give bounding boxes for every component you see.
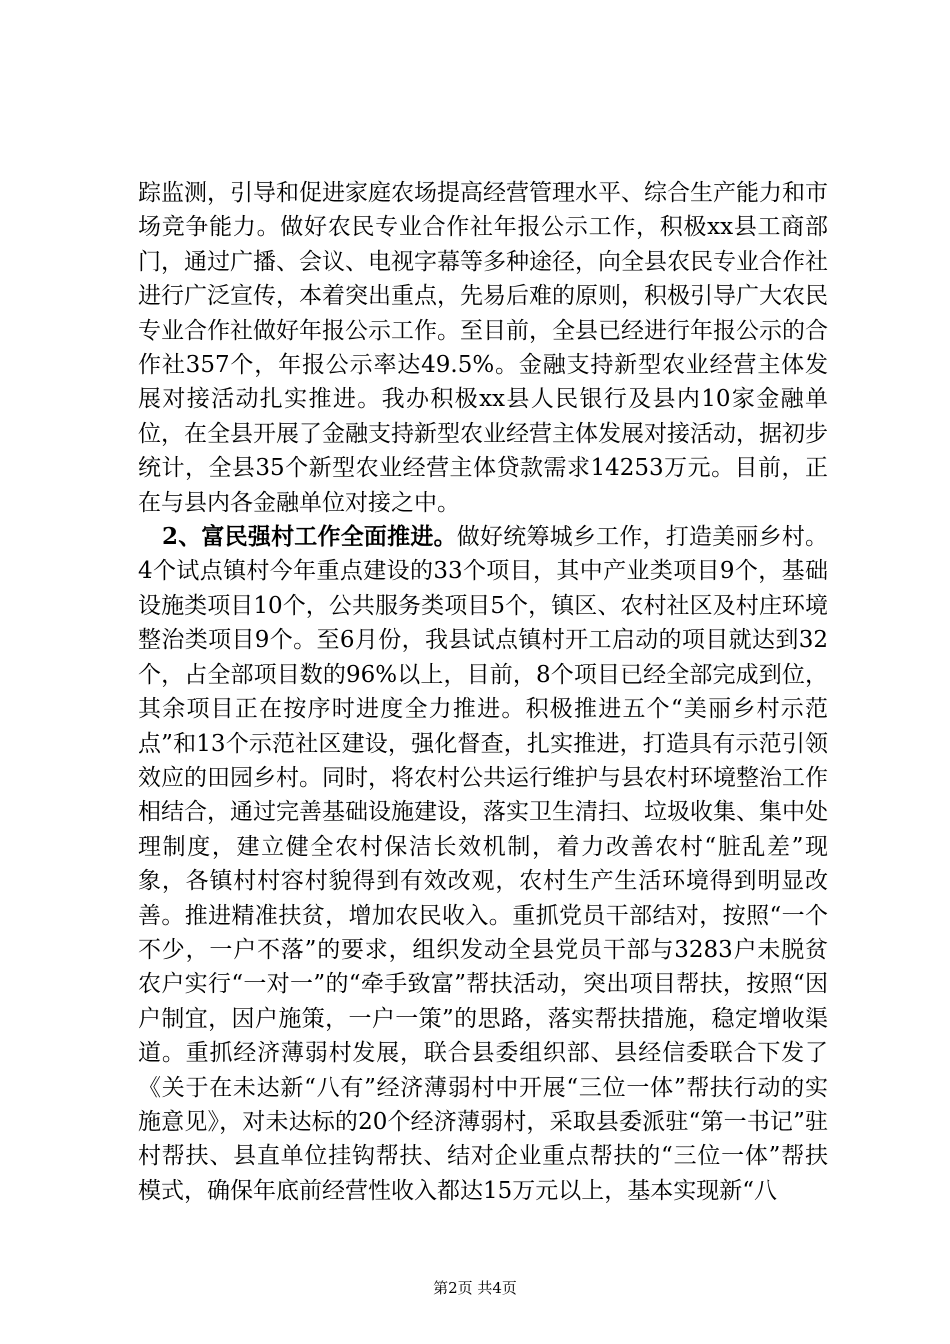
paragraph-2-heading: 2、富民强村工作全面推进。 [162, 523, 457, 551]
paragraph-1-text: 踪监测，引导和促进家庭农场提高经营管理水平、综合生产能力和市场竞争能力。做好农民专业合作社年报公示工作，积极xx县工商部门，通过广播、会议、电视字幕等多种途径，向全县农民专业合作社进行广泛宣传，本着突出重点，先易后难的原则，积极引导广大农民专业合作社做好年报公示工作。至目前，全县已经进行年报公示的合作社357个，年报公示率达49.5%。金融支持新型农业经营主体发展对接活动扎实推进。我办积极xx县人民银行及县内10家金融单位，在全县开展了金融支持新型农业经营主体发展对接活动，据初步统计，全县35个新型农业经营主体贷款需求14253万元。目前，正在与县内各金融单位对接之中。 [138, 180, 828, 516]
page-footer [0, 1278, 950, 1298]
paragraph-1 [138, 176, 828, 520]
paragraph-2 [138, 520, 828, 1208]
page-number: 第2页 共4页 [433, 1279, 517, 1297]
document-body [138, 176, 828, 1208]
paragraph-2-text: 做好统筹城乡工作，打造美丽乡村。4个试点镇村今年重点建设的33个项目，其中产业类项目9个，基础设施类项目10个，公共服务类项目5个，镇区、农村社区及村庄环境整治类项目9个。至6月份，我县试点镇村开工启动的项目就达到32个，占全部项目数的96%以上，目前，8个项目已经全部完成到位，其余项目正在按序时进度全力推进。积极推进五个“美丽乡村示范点”和13个示范社区建设，强化督查，扎实推进，打造具有示范引领效应的田园乡村。同时，将农村公共运行维护与县农村环境整治工作相结合，通过完善基础设施建设，落实卫生清扫、垃圾收集、集中处理制度，建立健全农村保洁长效机制，着力改善农村“脏乱差”现象，各镇村村容村貌得到有效改观，农村生产生活环境得到明显改善。推进精准扶贫，增加农民收入。重抓党员干部结对，按照“一个不少，一户不落”的要求，组织发动全县党员干部与3283户未脱贫农户实行“一对一”的“牵手致富”帮扶活动，突出项目帮扶，按照“因户制宜，因户施策，一户一策”的思路，落实帮扶措施，稳定增收渠道。重抓经济薄弱村发展，联合县委组织部、县经信委联合下发了《关于在未达新“八有”经济薄弱村中开展“三位一体”帮扶行动的实施意见》，对未达标的20个经济薄弱村，采取县委派驻“第一书记”驻村帮扶、县直单位挂钩帮扶、结对企业重点帮扶的“三位一体”帮扶模式，确保年底前经营性收入都达15万元以上，基本实现新“八 [138, 524, 829, 1204]
